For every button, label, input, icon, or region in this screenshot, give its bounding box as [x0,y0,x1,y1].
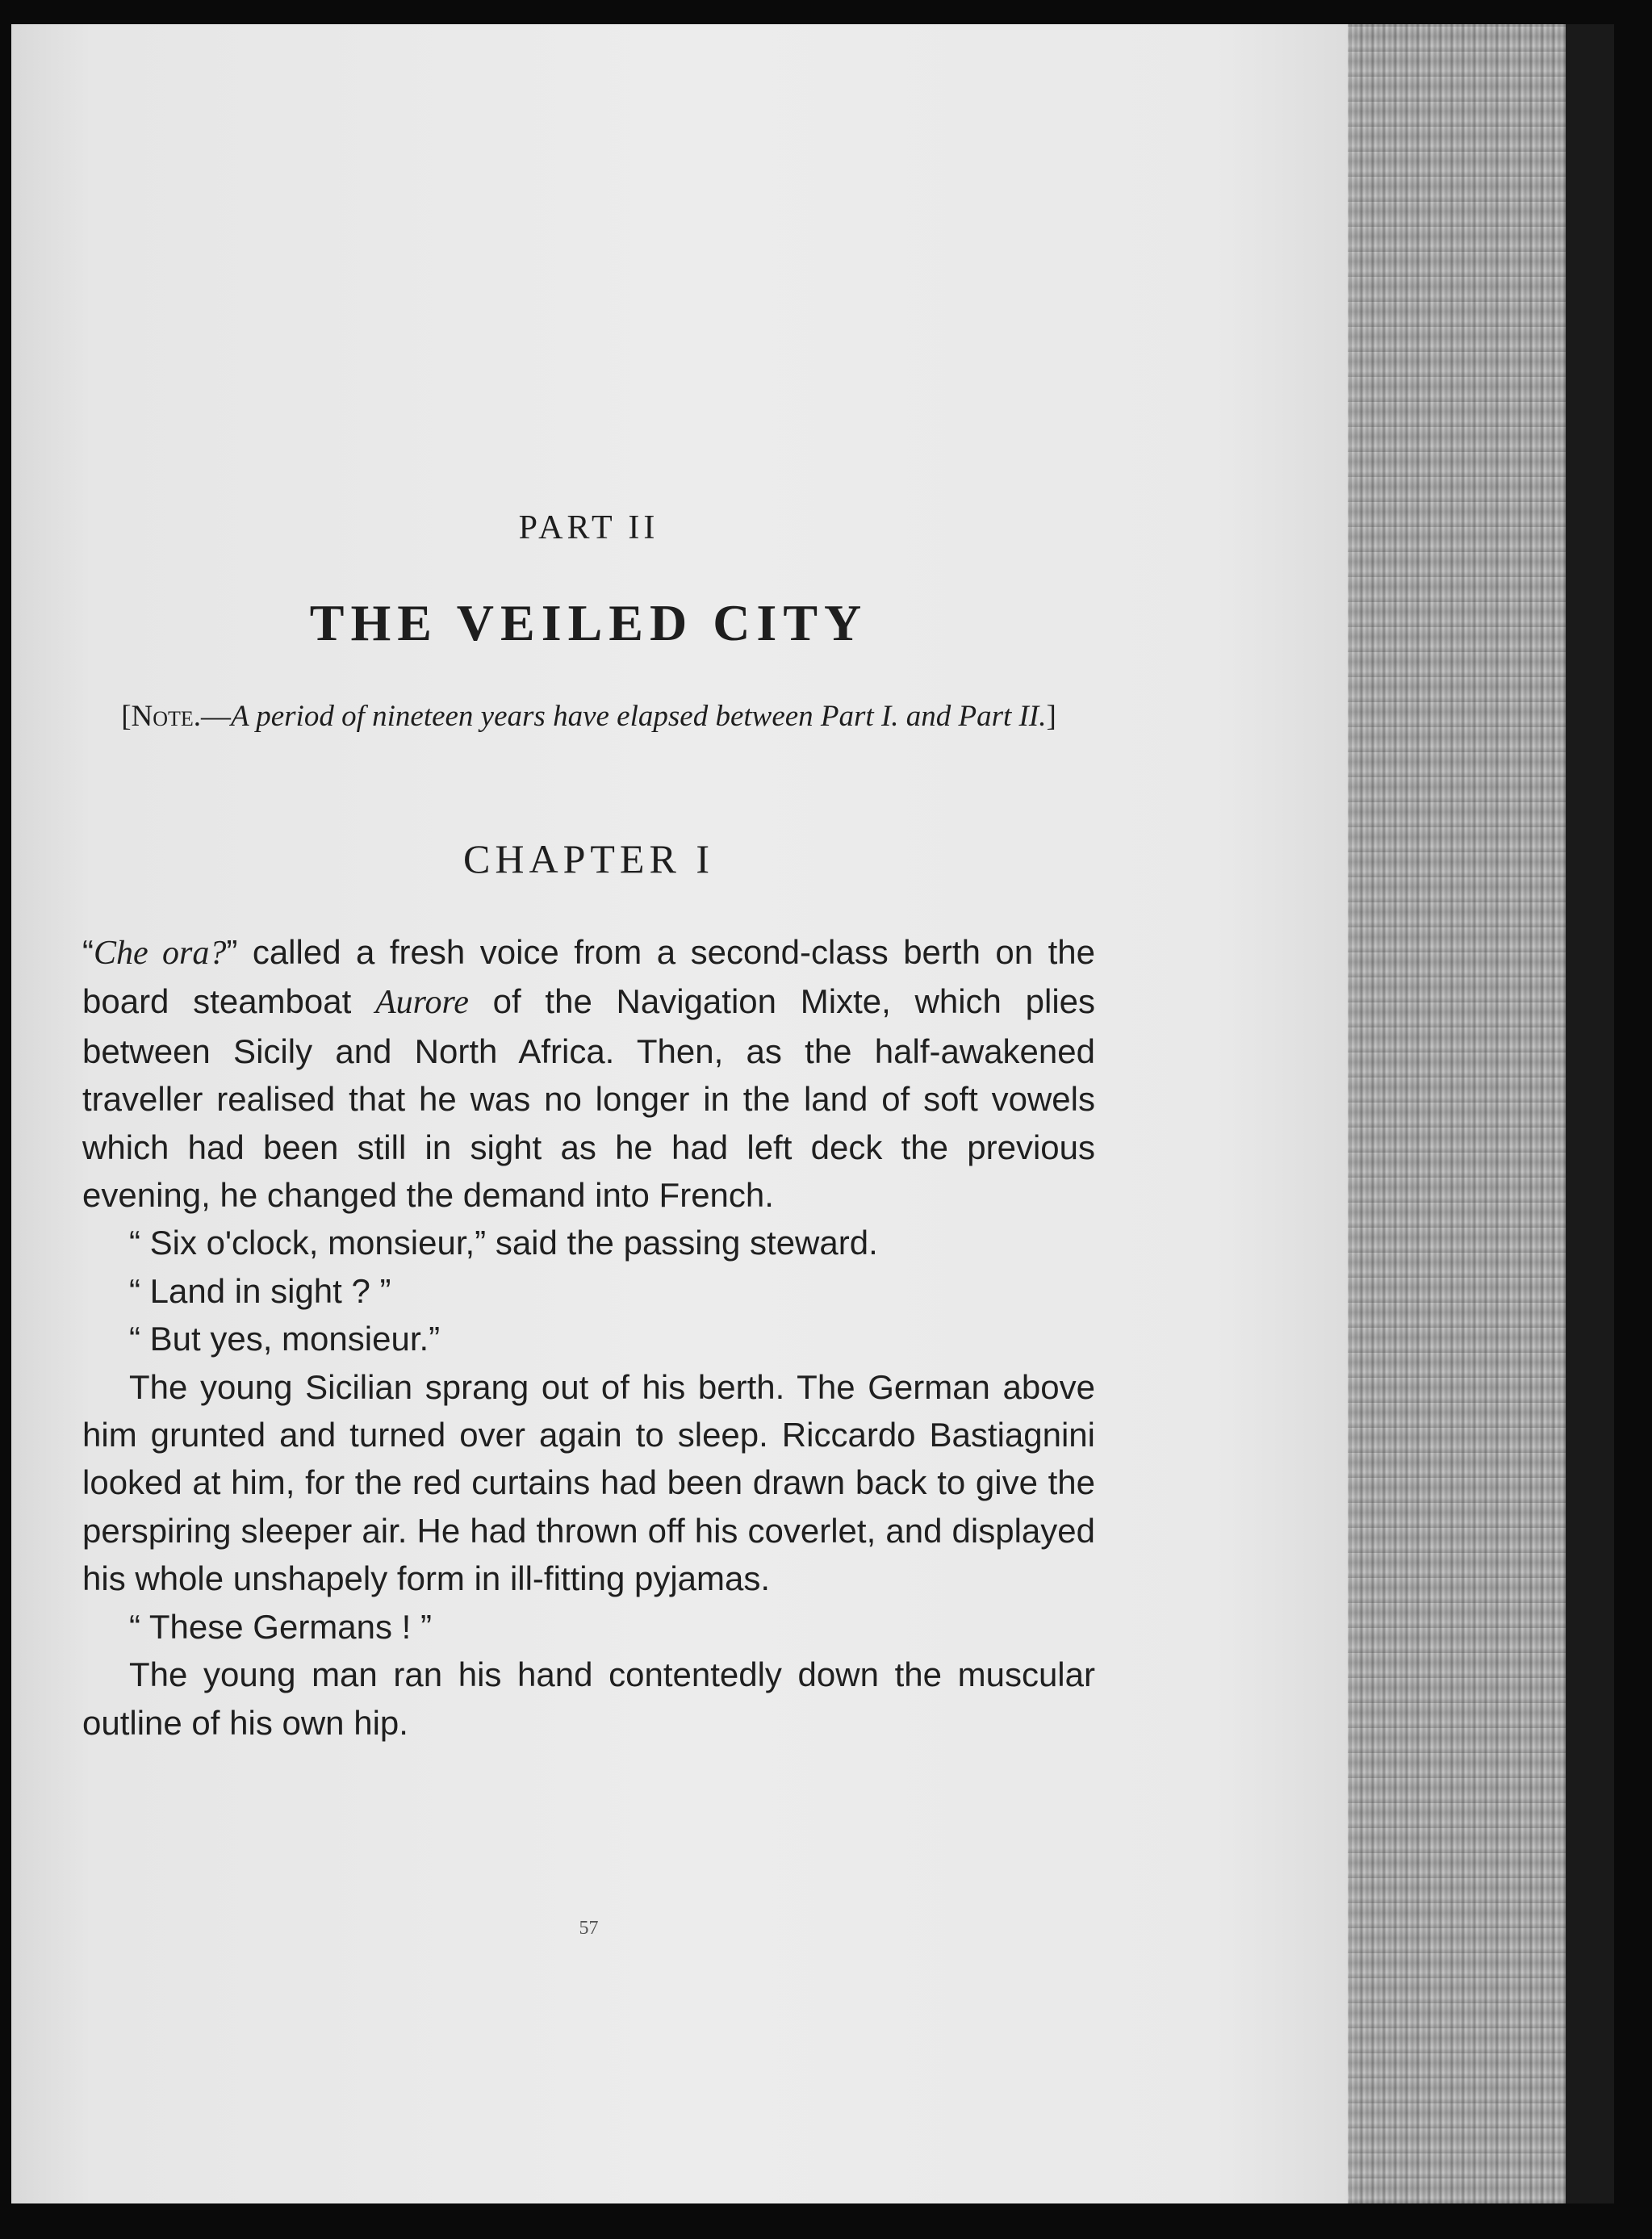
page-edges [1348,24,1566,2203]
note-dash: — [201,700,232,733]
paragraph-1 [82,928,1095,1219]
chapter-heading: CHAPTER I [463,836,714,881]
close-quote: ” [226,933,238,971]
chapter-body [82,928,1095,1747]
part-title: THE VEILED CITY [309,594,868,651]
editorial-note [82,696,1095,738]
note-text: A period of nineteen years have elapsed between Part I. and Part II. [231,700,1047,733]
note-close-bracket: ] [1046,700,1056,733]
part-label: PART II [518,509,659,546]
page-number: 57 [579,1918,599,1939]
paragraph-7: The young man ran his hand contentedly down the muscular outline of his own hip. [82,1655,1095,1742]
paragraph-3: “ Land in sight ? ” [129,1271,391,1310]
open-quote: “ [82,933,94,971]
paragraph-6: “ These Germans ! ” [129,1607,433,1646]
paragraph-5: The young Sicilian sprang out of his berth. The German above him grunted and turned over again to sleep. Riccardo Bastiagnini looked at him, for the red curtains had been drawn back to give the perspiring sleeper air. He had thrown off his coverlet, and displayed his whole unshapely form in ill-fitting pyjamas. [82,1367,1095,1598]
paragraph-1-text-b: of the Navigation Mixte, which plies between Sicily and North Africa. Then, as the half-awakened traveller realised that he was no longer in the land of soft vowels which had been still in sight as he had left deck the previous evening, he changed the demand into French. [82,982,1096,1215]
note-lead: Note. [131,700,202,733]
ship-name: Aurore [375,984,469,1022]
note-open-bracket: [ [121,700,132,733]
book-cover-edge [1566,24,1614,2203]
italic-question: Che ora? [94,935,227,972]
paragraph-1-text-a: called a fresh voice from a second-class berth on the board steamboat [82,933,1096,1021]
paragraph-2: “ Six o'clock, monsieur,” said the passing steward. [129,1224,878,1262]
paragraph-4: “ But yes, monsieur.” [129,1320,441,1358]
